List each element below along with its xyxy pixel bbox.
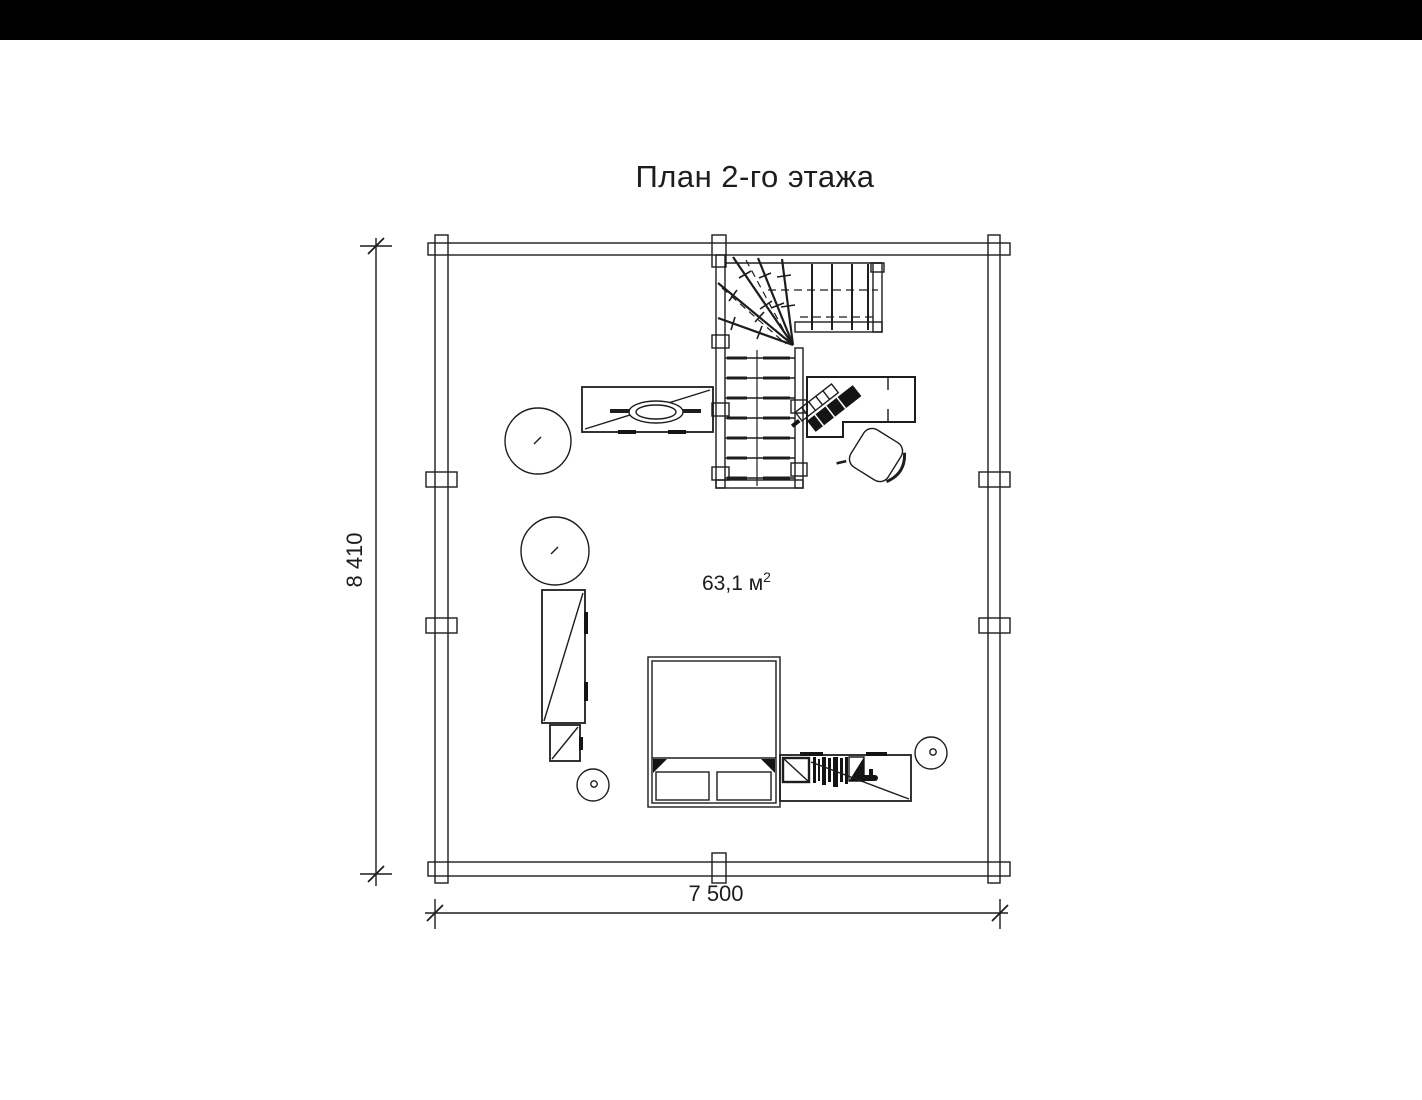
log-tab [979,618,1010,633]
office-chair [837,421,913,494]
stool [915,737,947,769]
round-table [521,517,589,585]
dimension-width-label: 7 500 [688,881,744,906]
exterior-walls [426,235,1010,883]
staircase [712,255,884,488]
pillow [656,772,709,800]
log-tab [979,472,1010,487]
log-tab [426,472,457,487]
dimension-height-label: 8 410 [342,532,367,588]
double-bed [648,657,780,807]
stool [577,769,609,801]
pillow [717,772,771,800]
bedside-cabinet [550,725,583,761]
log-tab [712,853,726,883]
laptop [787,374,862,441]
upper-flight-treads [812,264,868,330]
area-label: 63,1 $м^2$ [702,569,771,595]
tv-screen [813,757,848,787]
page-title: План 2-го этажа [635,159,875,194]
log-tab [712,235,726,267]
dressing-table [582,387,713,434]
tv-console [780,752,911,801]
log-tab [426,618,457,633]
round-table [505,408,571,474]
wardrobe [542,590,588,723]
corner-desk [807,377,915,437]
